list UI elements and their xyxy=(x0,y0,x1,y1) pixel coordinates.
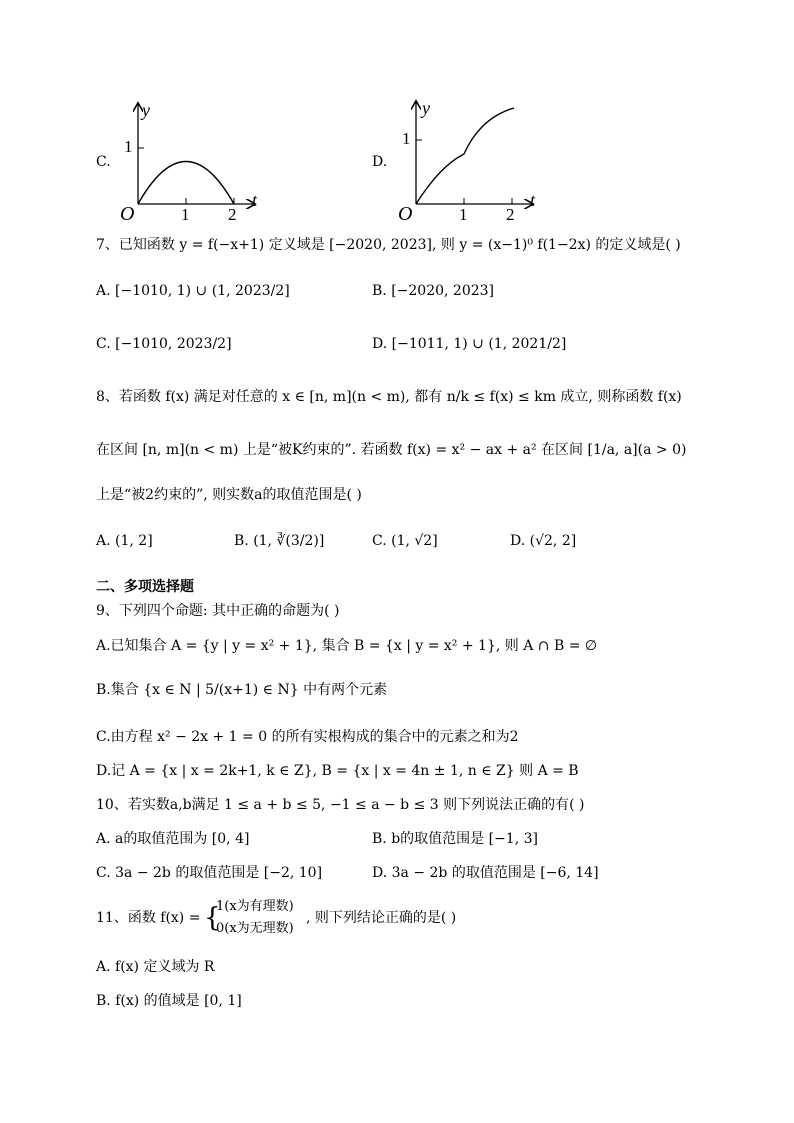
graph-d-tick-y1: 1 xyxy=(402,129,411,148)
graph-d-tick-x2: 2 xyxy=(506,205,515,224)
q10-option-a: A. a的取值范围为 [0, 4] xyxy=(96,831,250,847)
q10-option-d: D. 3a − 2b 的取值范围是 [−6, 14] xyxy=(372,865,599,881)
q11-stem-suffix: , 则下列结论正确的是( ) xyxy=(306,910,457,926)
q7-stem: 7、已知函数 y = f(−x+1) 定义域是 [−2020, 2023], 则 y = (x−1)⁰ f(1−2x) 的定义域是( ) xyxy=(96,237,681,253)
q11-option-a: A. f(x) 定义域为 R xyxy=(96,959,215,975)
graph-c-origin: O xyxy=(120,203,135,225)
graph-c-tick-x2: 2 xyxy=(228,205,237,224)
q8-stem-line3: 上是“被2约束的”, 则实数a的取值范围是( ) xyxy=(96,487,362,503)
q11-brace: { xyxy=(204,903,221,933)
graph-d-y-label: y xyxy=(422,98,430,118)
q8-stem-line2: 在区间 [n, m](n < m) 上是“被K约束的”. 若函数 f(x) = x² − ax + a² 在区间 [1/a, a](a > 0) xyxy=(96,442,687,458)
q8-option-d: D. (√2, 2] xyxy=(510,533,577,549)
graph-c-curve xyxy=(138,162,234,205)
q10-stem: 10、若实数a,b满足 1 ≤ a + b ≤ 5, −1 ≤ a − b ≤ 3 则下列说法正确的有( ) xyxy=(96,797,585,813)
q11-case-2: 0(x为无理数) xyxy=(216,921,294,936)
option-c-label: C. xyxy=(96,154,111,170)
graph-d-origin: O xyxy=(398,203,413,225)
q7-option-a: A. [−1010, 1) ∪ (1, 2023/2] xyxy=(96,283,290,299)
graph-c-tick-x1: 1 xyxy=(181,205,190,224)
graph-d-tick-x1: 1 xyxy=(459,205,468,224)
graph-d-curve xyxy=(416,108,514,204)
q11-stem-prefix: 11、函数 f(x) = xyxy=(96,910,201,926)
q11-case-1: 1(x为有理数) xyxy=(216,899,294,914)
graph-d xyxy=(390,96,550,226)
graph-d-x-label: t xyxy=(530,190,536,210)
q8-option-a: A. (1, 2] xyxy=(96,533,153,549)
q9-option-d: D.记 A = {x | x = 2k+1, k ∈ Z}, B = {x | x = 4n ± 1, n ∈ Z} 则 A = B xyxy=(96,763,579,779)
option-d-label: D. xyxy=(372,154,388,170)
graph-c xyxy=(112,96,272,226)
q8-option-c: C. (1, √2] xyxy=(372,533,438,549)
section-heading: 二、多项选择题 xyxy=(96,579,194,595)
q7-option-b: B. [−2020, 2023] xyxy=(372,283,495,299)
q11-option-b: B. f(x) 的值域是 [0, 1] xyxy=(96,993,242,1009)
q10-option-b: B. b的取值范围是 [−1, 3] xyxy=(372,831,538,847)
graph-c-tick-y1: 1 xyxy=(124,137,133,156)
graph-c-y-label: y xyxy=(142,100,150,120)
q9-option-c: C.由方程 x² − 2x + 1 = 0 的所有实根构成的集合中的元素之和为2 xyxy=(96,729,519,745)
q8-stem-line1: 8、若函数 f(x) 满足对任意的 x ∈ [n, m](n < m), 都有 n/k ≤ f(x) ≤ km 成立, 则称函数 f(x) xyxy=(96,389,682,405)
q9-stem: 9、下列四个命题: 其中正确的命题为( ) xyxy=(96,603,340,619)
graph-c-x-label: t xyxy=(252,190,258,210)
q7-option-c: C. [−1010, 2023/2] xyxy=(96,336,232,352)
q9-option-b: B.集合 {x ∈ N | 5/(x+1) ∈ N} 中有两个元素 xyxy=(96,682,388,698)
q9-option-a: A.已知集合 A = {y | y = x² + 1}, 集合 B = {x | y = x² + 1}, 则 A ∩ B = ∅ xyxy=(96,638,598,654)
q8-option-b: B. (1, ∛(3/2)] xyxy=(234,533,325,549)
q10-option-c: C. 3a − 2b 的取值范围是 [−2, 10] xyxy=(96,865,323,881)
q7-option-d: D. [−1011, 1) ∪ (1, 2021/2] xyxy=(372,336,567,352)
